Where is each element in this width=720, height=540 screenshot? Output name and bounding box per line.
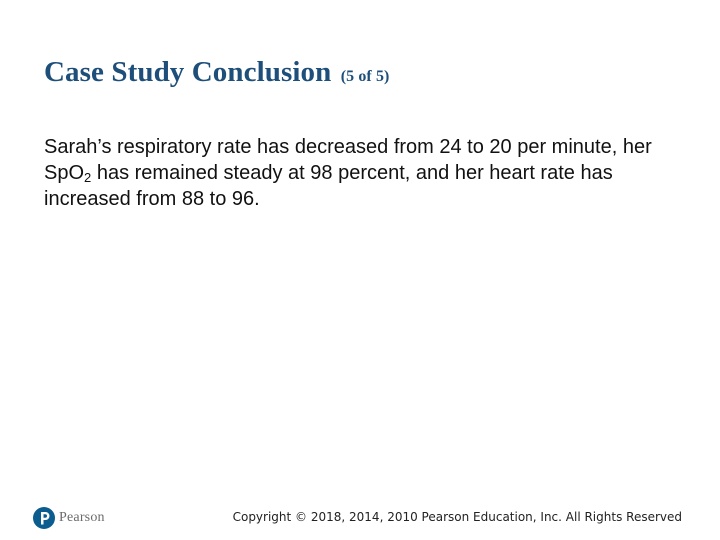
slide-footer — [0, 500, 720, 536]
slide-title-text: Case Study Conclusion — [44, 56, 332, 88]
copyright-notice: Copyright © 2018, 2014, 2010 Pearson Education, Inc. All Rights Reserved — [232, 510, 682, 524]
body-subscript: 2 — [84, 170, 92, 185]
slide-part-indicator: (5 of 5) — [340, 68, 390, 85]
body-segment-1: Sarah’s respiratory rate has decreased from 24 to 20 per minute, her Sp — [44, 136, 652, 184]
slide-title — [44, 56, 390, 89]
pearson-wordmark: Pearson — [59, 510, 105, 525]
body-segment-2: O — [68, 162, 85, 184]
slide-body-text — [44, 134, 684, 212]
pearson-p-icon — [33, 507, 55, 529]
pearson-logo — [33, 505, 105, 531]
body-segment-3: has remained steady at 98 percent, and her heart rate has increased from 88 to 96. — [44, 162, 613, 210]
